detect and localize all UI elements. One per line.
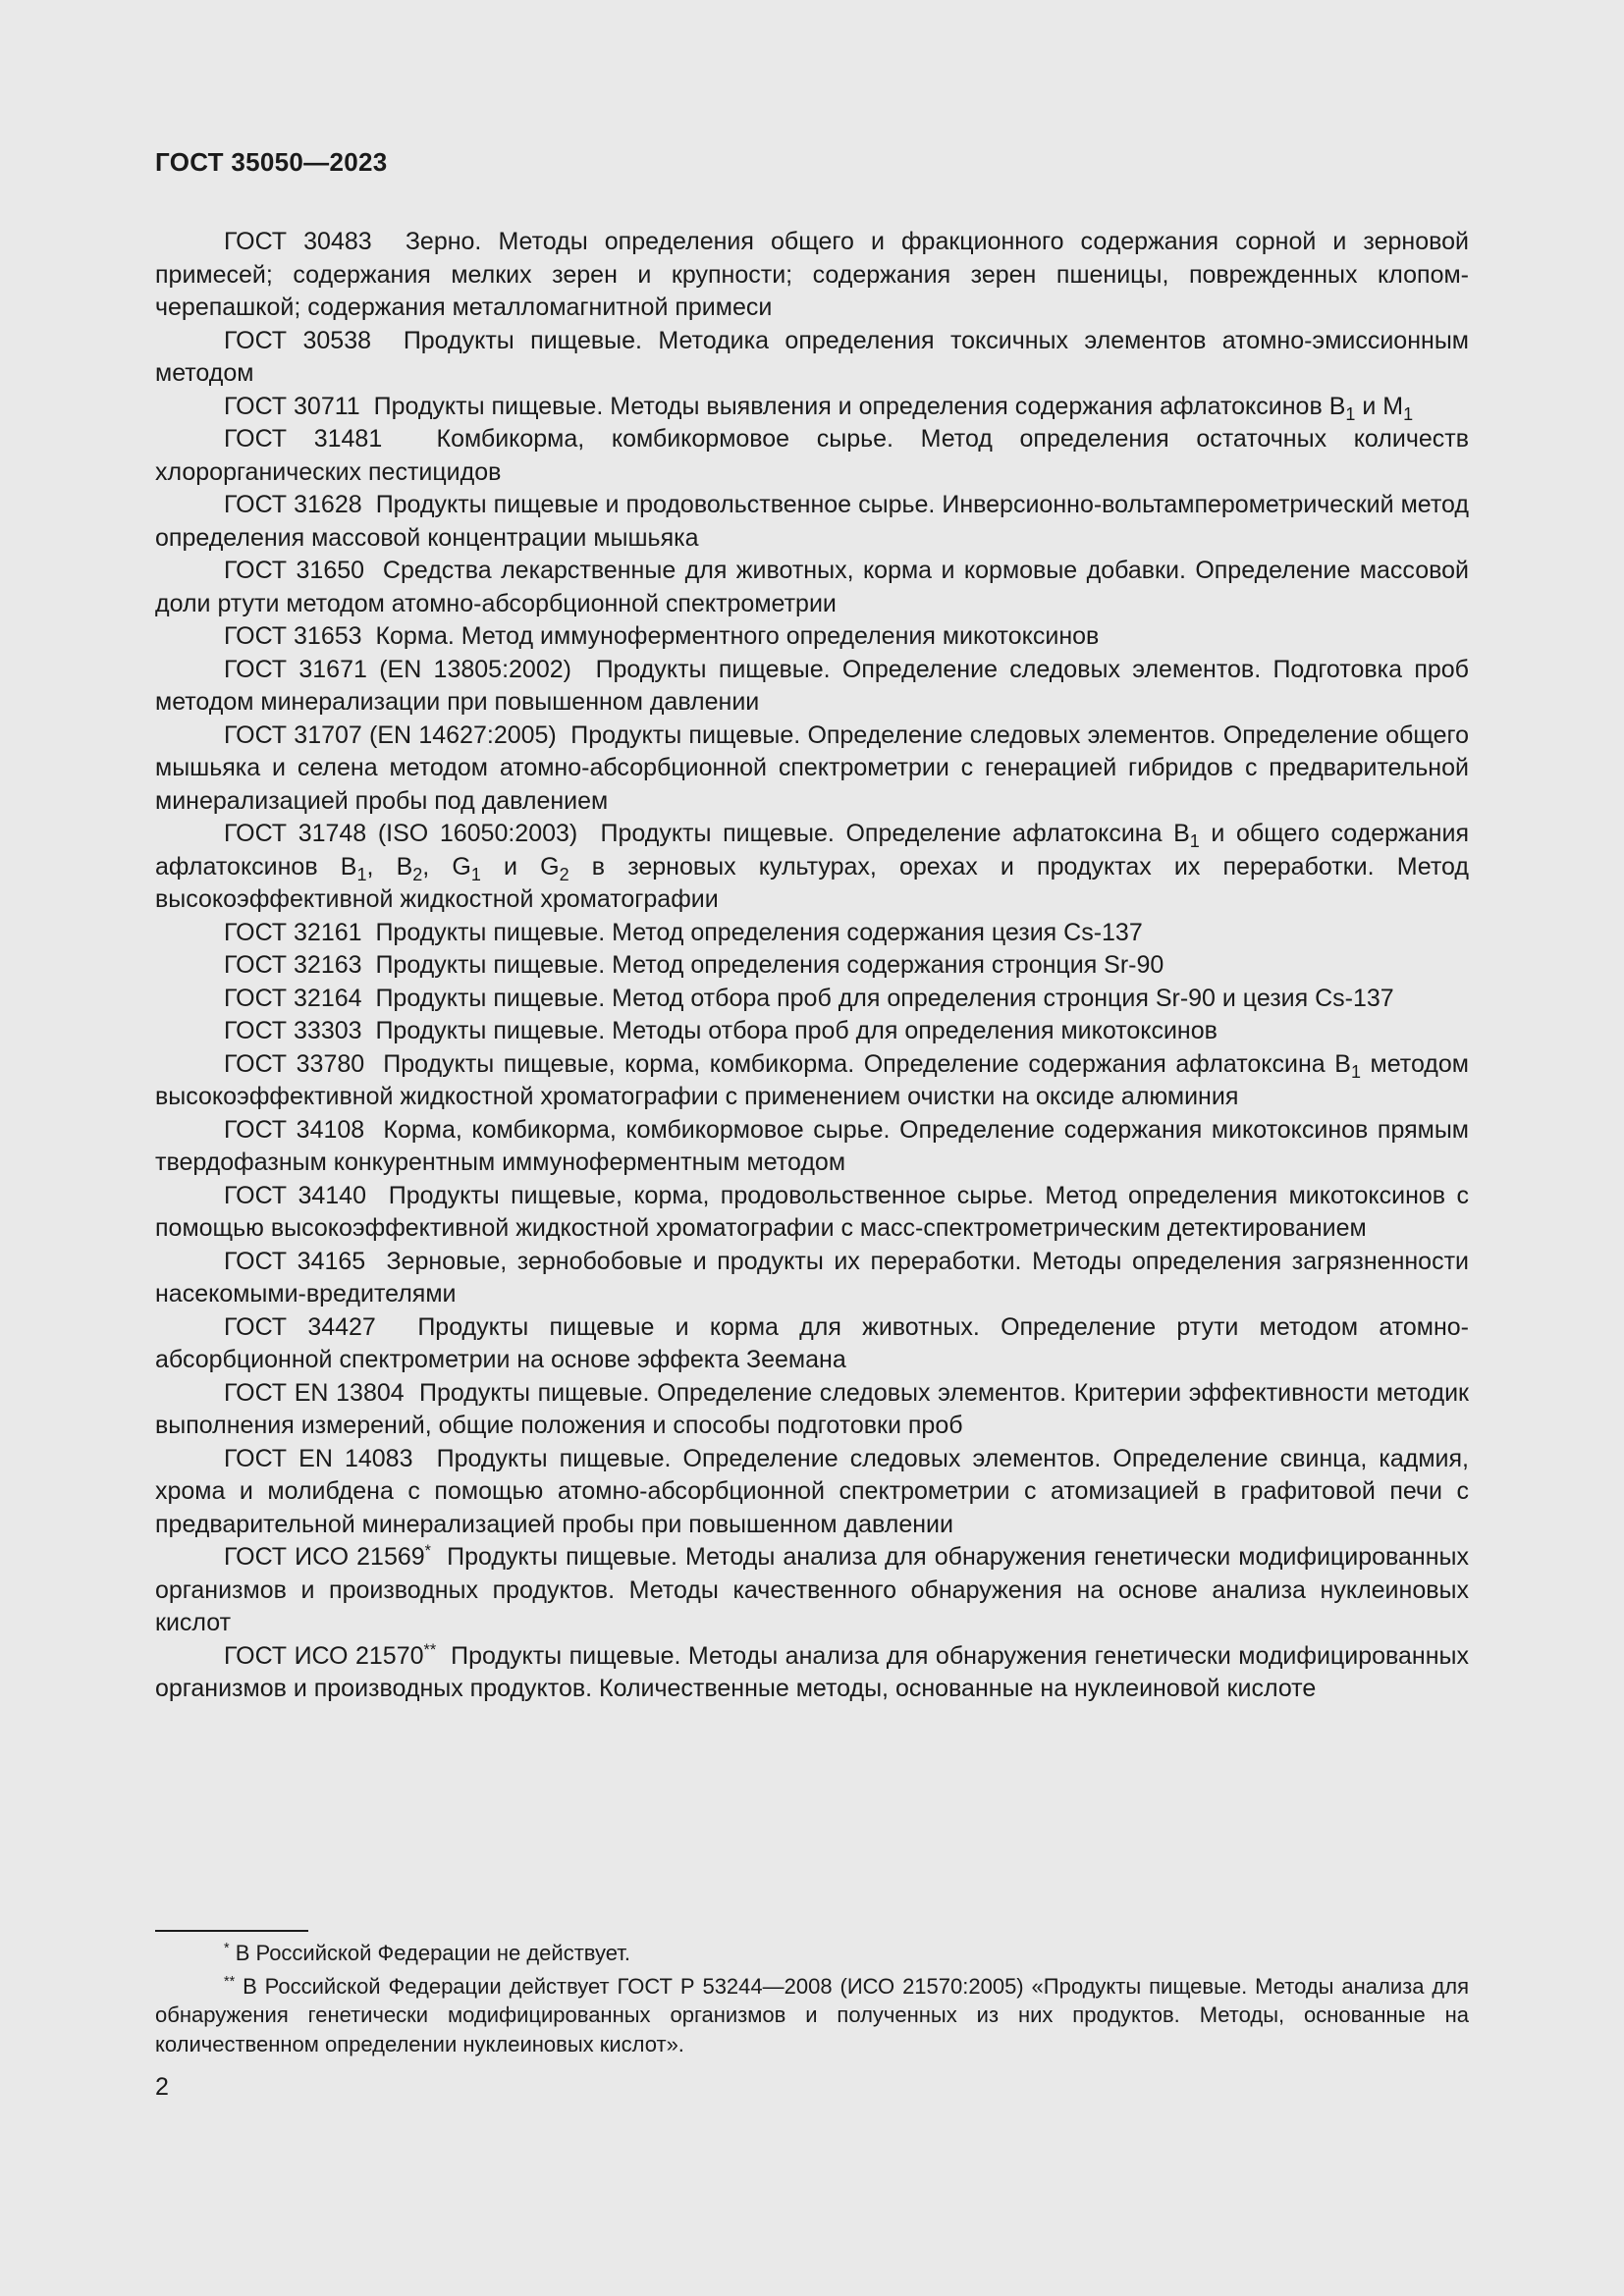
reference-code: ГОСТ 34165 [224, 1247, 366, 1275]
reference-title-part: Продукты пищевые, корма, комбикорма. Определение содержания афлатоксина B [383, 1049, 1351, 1078]
reference-title-part: и общего содержания афлатоксинов B [155, 820, 1469, 881]
footnote-marker: * [224, 1941, 230, 1957]
reference-code: ГОСТ 31628 [224, 491, 362, 518]
reference-title-part: , G [422, 852, 471, 881]
reference-code: ГОСТ 31671 (EN 13805:2002) [224, 655, 571, 683]
normative-references-list [155, 226, 1469, 1706]
reference-title: Продукты пищевые. Определение следовых элементов. Определение свинца, кадмия, хрома и молибдена с помощью атомно-абсорбционной спектрометрии с атомизацией в графитовой печи с предварительной минерализацией пробы при повышенном давлении [155, 1444, 1469, 1538]
subscript-index: 2 [412, 864, 423, 884]
reference-code: ГОСТ 33780 [224, 1049, 365, 1078]
reference-item [155, 620, 1469, 654]
reference-code: ГОСТ 31650 [224, 557, 365, 584]
reference-title-part: Продукты пищевые. Определение афлатоксина B [600, 820, 1190, 847]
reference-item [155, 1541, 1469, 1640]
reference-item [155, 1015, 1469, 1048]
reference-title-part: методом высокоэффективной жидкостной хроматографии с применением очистки на оксиде алюминия [155, 1049, 1469, 1110]
reference-item [155, 720, 1469, 819]
reference-title: Зерновые, зернобобовые и продукты их переработки. Методы определения загрязненности насекомыми-вредителями [155, 1247, 1470, 1308]
reference-code: ГОСТ EN 14083 [224, 1444, 413, 1472]
reference-title: Продукты пищевые. Методика определения токсичных элементов атомно-эмиссионным методом [155, 326, 1469, 387]
reference-code: ГОСТ ИСО 21569 [224, 1543, 425, 1571]
reference-title: Корма, комбикорма, комбикормовое сырье. Определение содержания микотоксинов прямым твердофазным конкурентным иммуноферментным методом [155, 1115, 1469, 1176]
footnote-text: В Российской Федерации действует ГОСТ Р 53244—2008 (ИСО 21570:2005) «Продукты пищевые. Методы анализа для обнаружения генетически модифицированных организмов и полученных из них продуктов. Методы, основанные на количественном определении нуклеиновых кислот». [155, 1973, 1469, 2056]
reference-item [155, 1640, 1469, 1706]
reference-title: Продукты пищевые и продовольственное сырье. Инверсионно-вольтамперометрический метод определения массовой концентрации мышьяка [155, 491, 1469, 552]
reference-title: Комбикорма, комбикормовое сырье. Метод определения остаточных количеств хлорорганических пестицидов [155, 425, 1469, 486]
reference-item [155, 1377, 1469, 1443]
reference-title: Продукты пищевые. Определение следовых элементов. Критерии эффективности методик выполнения измерений, общие положения и способы подготовки проб [155, 1378, 1469, 1439]
reference-code: ГОСТ 32164 [224, 984, 362, 1012]
reference-title-part: B [1328, 392, 1346, 420]
reference-item [155, 917, 1469, 950]
reference-title: Продукты пищевые, корма, продовольственное сырье. Метод определения микотоксинов с помощью высокоэффективной жидкостной хроматографии с масс-спектрометрическим детектированием [155, 1181, 1469, 1242]
reference-title-part: M [1382, 392, 1404, 420]
footnote-marker: * [424, 1542, 431, 1561]
reference-title: Продукты пищевые. Методы анализа для обнаружения генетически модифицированных организмов и производных продуктов. Методы качественного обнаружения на основе анализа нуклеиновых кислот [155, 1543, 1469, 1636]
reference-title-part: , B [366, 852, 413, 881]
subscript-index: 1 [1189, 830, 1200, 851]
reference-title: Корма. Метод иммуноферментного определения микотоксинов [375, 622, 1100, 650]
reference-code: ГОСТ ИСО 21570 [224, 1641, 424, 1670]
reference-title: Продукты пищевые. Метод отбора проб для определения стронция Sr-90 и цезия Cs-137 [375, 984, 1394, 1012]
reference-code: ГОСТ 30538 [224, 326, 371, 354]
reference-code: ГОСТ 34427 [224, 1312, 376, 1341]
reference-title: Продукты пищевые. Определение следовых элементов. Подготовка проб методом минерализации при повышенном давлении [155, 655, 1469, 716]
reference-item [155, 325, 1469, 391]
reference-item [155, 1443, 1469, 1542]
reference-code: ГОСТ 31748 (ISO 16050:2003) [224, 820, 578, 847]
subscript-index: 1 [1403, 403, 1414, 424]
reference-title-part: и [1362, 392, 1377, 420]
reference-code: ГОСТ 34140 [224, 1181, 366, 1209]
reference-item [155, 983, 1469, 1016]
subscript-index: 2 [559, 864, 569, 884]
reference-title: Продукты пищевые. Методы выявления и определения содержания афлатоксинов [373, 392, 1323, 420]
reference-item [155, 1311, 1469, 1377]
page-number: 2 [155, 2073, 169, 2101]
subscript-index: 1 [1345, 403, 1356, 424]
reference-code: ГОСТ 33303 [224, 1017, 362, 1044]
reference-item [155, 226, 1469, 325]
footnote-marker: ** [224, 1973, 236, 1990]
reference-item [155, 1114, 1469, 1180]
reference-item [155, 423, 1469, 489]
subscript-index: 1 [356, 864, 367, 884]
document-header: ГОСТ 35050—2023 [155, 147, 388, 177]
footnote-text: В Российской Федерации не действует. [235, 1941, 630, 1965]
reference-code: ГОСТ 31653 [224, 622, 362, 650]
reference-item [155, 555, 1469, 620]
footnote-marker: ** [423, 1640, 437, 1659]
reference-item [155, 818, 1469, 917]
reference-item [155, 1180, 1469, 1246]
reference-title: Продукты пищевые. Определение следовых элементов. Определение общего мышьяка и селена методом атомно-абсорбционной спектрометрии с генерацией гибридов с предварительной минерализацией пробы под давлением [155, 721, 1469, 815]
reference-title: Продукты пищевые. Методы отбора проб для определения микотоксинов [375, 1017, 1218, 1044]
reference-code: ГОСТ EN 13804 [224, 1378, 405, 1407]
reference-code: ГОСТ 34108 [224, 1115, 365, 1144]
reference-code: ГОСТ 32161 [224, 918, 362, 946]
reference-title: Средства лекарственные для животных, корма и кормовые добавки. Определение массовой доли ртути методом атомно-абсорбционной спектрометрии [155, 557, 1469, 617]
reference-title-part: и G [480, 852, 560, 881]
reference-title: Продукты пищевые. Методы анализа для обнаружения генетически модифицированных организмов и производных продуктов. Количественные методы, основанные на нуклеиновой кислоте [155, 1641, 1469, 1702]
footnote-separator [155, 1930, 308, 1932]
reference-title: Зерно. Методы определения общего и фракционного содержания сорной и зерновой примесей; содержания мелких зерен и крупности; содержания зерен пшеницы, поврежденных клопом-черепашкой; содержания металломагнитной примеси [155, 228, 1469, 321]
reference-item [155, 949, 1469, 983]
subscript-index: 1 [1350, 1061, 1361, 1082]
reference-code: ГОСТ 32163 [224, 951, 362, 979]
reference-title-part: в зерновых культурах, орехах и продуктах их переработки. Метод высокоэффективной жидкостной хроматографии [155, 852, 1469, 913]
reference-item [155, 654, 1469, 720]
reference-item [155, 1246, 1469, 1311]
reference-title: Продукты пищевые. Метод определения содержания цезия Cs-137 [375, 918, 1143, 946]
reference-title: Продукты пищевые. Метод определения содержания стронция Sr-90 [375, 951, 1164, 979]
reference-item [155, 489, 1469, 555]
footnote-item [155, 1939, 1469, 1968]
reference-code: ГОСТ 30711 [224, 392, 360, 420]
reference-item [155, 391, 1469, 424]
reference-item [155, 1048, 1469, 1114]
footnote-item [155, 1972, 1469, 2059]
subscript-index: 1 [470, 864, 481, 884]
reference-code: ГОСТ 31481 [224, 425, 383, 453]
footnotes [155, 1939, 1469, 2062]
reference-title: Продукты пищевые и корма для животных. Определение ртути методом атомно-абсорбционной спектрометрии на основе эффекта Зеемана [155, 1312, 1469, 1373]
reference-code: ГОСТ 30483 [224, 228, 372, 255]
reference-code: ГОСТ 31707 (EN 14627:2005) [224, 721, 557, 749]
